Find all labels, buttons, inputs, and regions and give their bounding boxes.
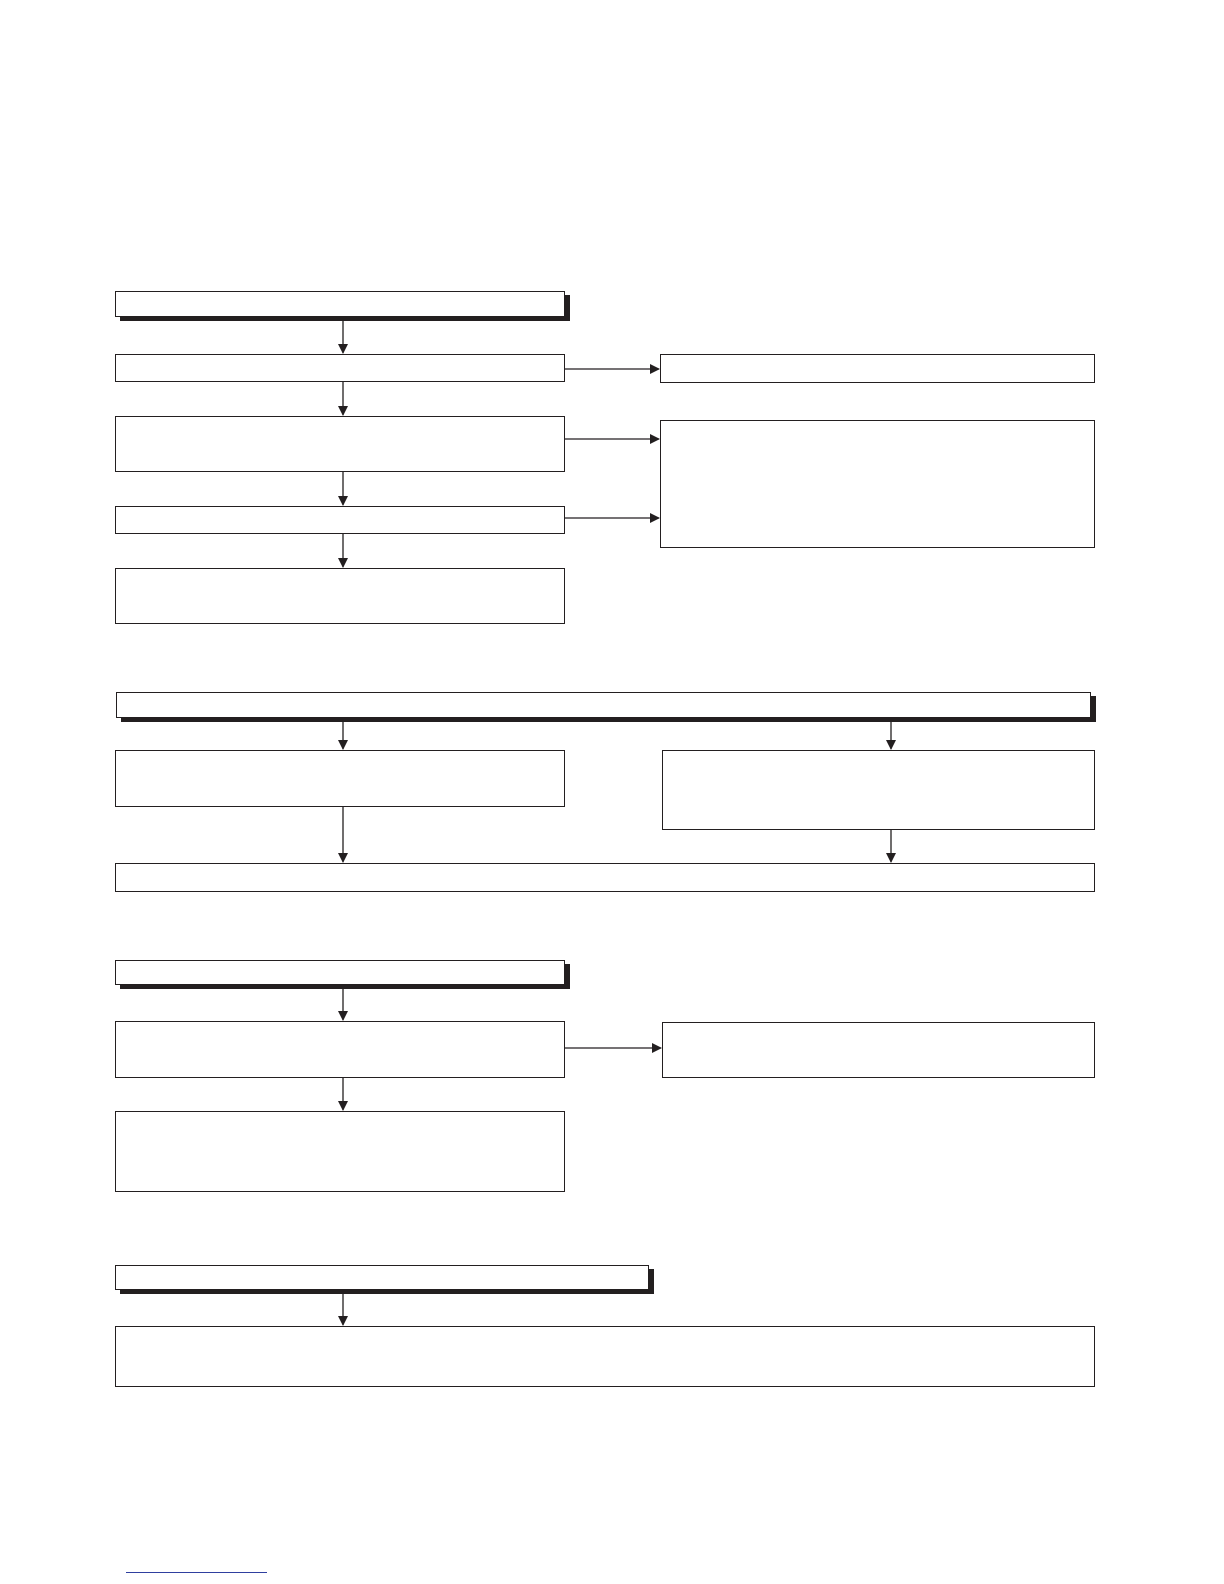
section-3-step-1-label (116, 1022, 564, 1030)
section-3-step-2-label (116, 1112, 564, 1120)
section-2-merge-box (115, 863, 1095, 892)
section-1-branch-2-label (661, 421, 1094, 429)
section-1-step-4-box (115, 568, 565, 624)
section-3-step-1-box (115, 1021, 565, 1078)
section-1-step-1-label (116, 355, 564, 363)
section-4-step-1-label (116, 1327, 1094, 1335)
section-4-header-label (116, 1266, 648, 1274)
section-1-branch-1-box (660, 354, 1095, 383)
section-4-header-box (115, 1265, 649, 1290)
section-3-branch-box (662, 1022, 1095, 1078)
section-2-right-label (663, 751, 1094, 759)
section-4-step-1-box (115, 1326, 1095, 1387)
section-1-step-2-label (116, 417, 564, 425)
section-1-step-4-label (116, 569, 564, 577)
section-3-step-2-box (115, 1111, 565, 1192)
section-2-merge-label (116, 864, 1094, 872)
section-1-step-1-box (115, 354, 565, 382)
section-1-branch-2-box (660, 420, 1095, 548)
section-1-header-label (116, 292, 564, 300)
section-1-header-box (115, 291, 565, 317)
section-1-step-3-label (116, 507, 564, 515)
section-1-step-2-box (115, 416, 565, 472)
section-1-branch-1-label (661, 355, 1094, 363)
section-2-header-label (117, 693, 1090, 701)
section-1-step-3-box (115, 506, 565, 534)
section-2-header-box (116, 692, 1091, 718)
section-2-left-box (115, 750, 565, 807)
section-3-branch-label (663, 1023, 1094, 1031)
section-3-header-box (115, 960, 565, 985)
section-2-left-label (116, 751, 564, 759)
section-3-header-label (116, 961, 564, 969)
section-2-right-box (662, 750, 1095, 830)
footer-link-underline (126, 1572, 267, 1573)
